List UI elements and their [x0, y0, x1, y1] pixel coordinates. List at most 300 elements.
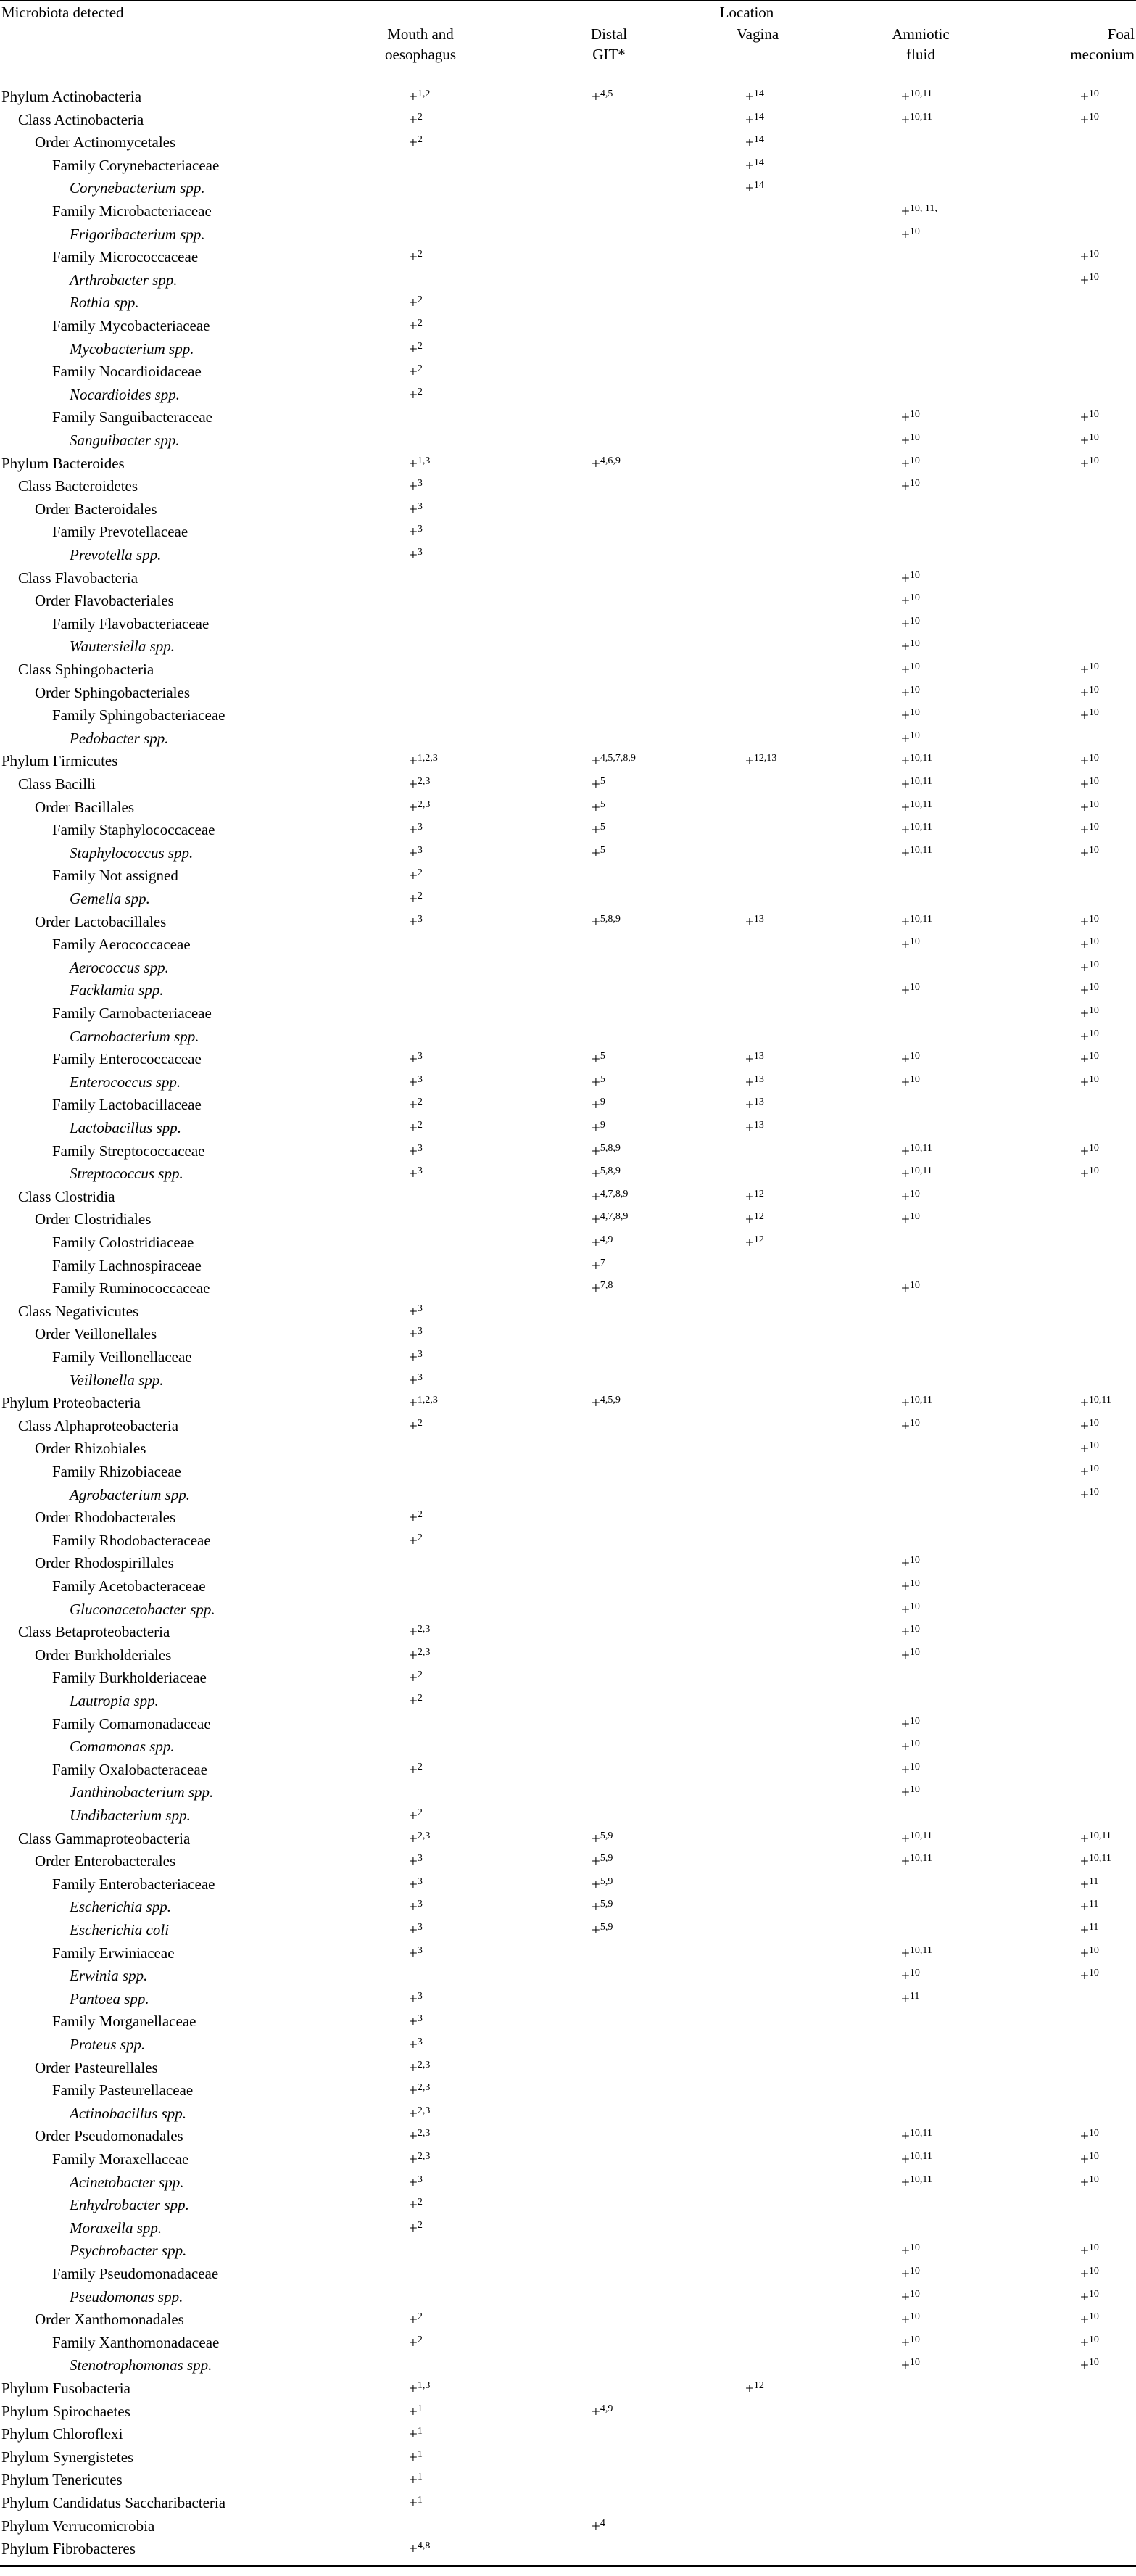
row-label: Order Bacteroidales [35, 500, 157, 518]
table-row [0, 2102, 1136, 2126]
present-mark: + [1080, 1485, 1089, 1503]
cell-meconium [1080, 1873, 1098, 1896]
reference-superscript: 3 [417, 1371, 423, 1383]
cell-mouth [409, 1942, 423, 1965]
table-row [0, 819, 1136, 842]
cell-gut [592, 1231, 613, 1255]
present-mark: + [409, 2379, 418, 2397]
present-mark: + [409, 1669, 418, 1687]
cell-meconium [1080, 86, 1099, 109]
present-mark: + [901, 2311, 910, 2329]
present-mark: + [901, 1394, 910, 1412]
present-mark: + [901, 2242, 910, 2260]
reference-superscript: 10,11 [1088, 1830, 1111, 1841]
cell-meconium [1080, 933, 1099, 957]
present-mark: + [745, 133, 754, 152]
reference-superscript: 10,11 [909, 1165, 932, 1177]
cell-mouth [409, 131, 423, 154]
present-mark: + [592, 1187, 600, 1205]
present-mark: + [745, 1119, 754, 1136]
table-row [0, 1759, 1136, 1782]
reference-superscript: 2 [417, 294, 423, 306]
present-mark: + [409, 1371, 418, 1389]
present-mark: + [1080, 752, 1089, 770]
cell-vagina [745, 1231, 764, 1255]
cell-meconium [1080, 1850, 1111, 1873]
reference-superscript: 5 [600, 1073, 605, 1085]
header-location: Location [719, 4, 774, 21]
reference-superscript: 7,8 [600, 1280, 613, 1292]
table-row [0, 1163, 1136, 1186]
table-row [0, 384, 1136, 407]
present-mark: + [592, 454, 600, 472]
cell-amniotic [901, 1644, 920, 1667]
row-label: Family Nocardioidaceae [52, 363, 202, 381]
reference-superscript: 10 [909, 1715, 920, 1727]
row-label: Family Mycobacteriaceae [52, 317, 210, 334]
present-mark: + [1080, 1165, 1089, 1183]
row-label: Stenotrophomonas spp. [70, 2356, 212, 2374]
cell-amniotic [901, 682, 920, 705]
present-mark: + [901, 1142, 910, 1160]
table-row [0, 1300, 1136, 1324]
present-mark: + [901, 88, 910, 105]
row-label: Family Enterococcaceae [52, 1050, 202, 1068]
cell-gut [592, 1140, 621, 1163]
table-row [0, 1437, 1136, 1461]
present-mark: + [409, 2311, 418, 2329]
cell-gut [592, 1186, 628, 1209]
cell-amniotic [901, 1850, 932, 1873]
present-mark: + [1080, 432, 1089, 449]
cell-mouth [409, 2125, 430, 2148]
present-mark: + [901, 798, 910, 816]
reference-superscript: 3 [417, 913, 423, 925]
cell-amniotic [901, 750, 932, 773]
present-mark: + [1080, 1394, 1089, 1412]
cell-meconium [1080, 773, 1099, 796]
table-row [0, 1255, 1136, 1278]
present-mark: + [1080, 1463, 1089, 1480]
reference-superscript: 10 [909, 936, 920, 948]
table-row [0, 1094, 1136, 1117]
present-mark: + [745, 752, 754, 770]
row-label: Actinobacillus spp. [70, 2104, 186, 2122]
row-label: Wautersiella spp. [70, 637, 175, 656]
present-mark: + [409, 2081, 418, 2100]
table-row [0, 1850, 1136, 1873]
cell-mouth [409, 819, 423, 842]
cell-amniotic [901, 2263, 920, 2286]
reference-superscript: 10 [1088, 2334, 1099, 2345]
reference-superscript: 10 [1088, 1464, 1099, 1474]
present-mark: + [409, 752, 418, 770]
reference-superscript: 5,9 [600, 1830, 613, 1841]
row-label: Family Rhodobacteraceae [52, 1531, 211, 1549]
cell-amniotic [901, 1277, 920, 1300]
cell-gut [592, 1071, 605, 1094]
present-mark: + [592, 1142, 600, 1160]
cell-gut [592, 842, 605, 865]
present-mark: + [1080, 1050, 1089, 1068]
reference-superscript: 12 [753, 1188, 764, 1200]
present-mark: + [901, 683, 910, 701]
present-mark: + [1080, 775, 1089, 793]
reference-superscript: 10,11 [909, 1395, 932, 1406]
cell-mouth [409, 453, 430, 476]
reference-superscript: 10 [1088, 1486, 1099, 1498]
present-mark: + [409, 821, 418, 839]
cell-mouth [409, 2102, 430, 2126]
table-row [0, 544, 1136, 567]
cell-vagina [745, 1094, 764, 1117]
reference-superscript: 2,3 [417, 2128, 431, 2139]
cell-amniotic [901, 429, 920, 453]
reference-superscript: 3 [417, 1326, 423, 1337]
reference-superscript: 4,9 [600, 1234, 613, 1245]
reference-superscript: 10,11 [909, 753, 932, 764]
reference-superscript: 10 [909, 2266, 920, 2276]
row-label: Rothia spp. [70, 294, 139, 312]
present-mark: + [901, 2287, 910, 2305]
cell-gut [592, 1117, 605, 1140]
reference-superscript: 10 [1088, 913, 1099, 925]
row-label: Family Pasteurellaceae [52, 2081, 194, 2100]
row-label: Family Burkholderiaceae [52, 1669, 207, 1687]
present-mark: + [1080, 1440, 1089, 1458]
table-row [0, 1346, 1136, 1369]
cell-mouth [409, 1392, 438, 1415]
present-mark: + [1080, 912, 1089, 930]
present-mark: + [592, 1234, 600, 1251]
present-mark: + [409, 1921, 418, 1939]
reference-superscript: 10 [1088, 661, 1099, 672]
present-mark: + [592, 1096, 600, 1114]
present-mark: + [901, 1623, 910, 1641]
cell-meconium [1080, 1919, 1098, 1942]
reference-superscript: 10 [1088, 936, 1099, 948]
row-label: Class Sphingobacteria [18, 661, 154, 678]
reference-superscript: 12 [753, 1234, 764, 1245]
cell-vagina [745, 86, 764, 109]
cell-vagina [745, 131, 764, 154]
cell-amniotic [901, 1621, 920, 1644]
reference-superscript: 10 [1088, 2266, 1099, 2276]
present-mark: + [409, 2196, 418, 2214]
present-mark: + [901, 1577, 910, 1595]
cell-mouth [409, 86, 430, 109]
reference-superscript: 4,5 [600, 88, 613, 99]
cell-meconium [1080, 957, 1099, 980]
cell-meconium [1080, 682, 1099, 705]
cell-amniotic [901, 109, 932, 132]
reference-superscript: 1,3 [417, 455, 431, 466]
row-label: Class Flavobacteria [18, 569, 138, 587]
row-label: Order Actinomycetales [35, 133, 176, 152]
reference-superscript: 10 [1088, 1944, 1099, 1956]
cell-meconium [1080, 2239, 1099, 2263]
present-mark: + [592, 843, 600, 862]
cell-gut [592, 911, 621, 934]
row-label: Family Micrococcaceae [52, 248, 199, 266]
row-label: Mycobacterium spp. [70, 339, 194, 358]
reference-superscript: 10 [1088, 271, 1099, 283]
reference-superscript: 5,8,9 [600, 1142, 621, 1154]
reference-superscript: 10,11 [909, 111, 932, 123]
table-row [0, 1644, 1136, 1667]
reference-superscript: 11 [1088, 1899, 1099, 1910]
reference-superscript: 2 [417, 891, 423, 901]
present-mark: + [901, 110, 910, 128]
header-col-amniotic-line2: fluid [906, 46, 935, 63]
present-mark: + [592, 1898, 600, 1916]
present-mark: + [409, 2150, 418, 2168]
cell-mouth [409, 842, 423, 865]
present-mark: + [409, 477, 418, 495]
reference-superscript: 14 [753, 157, 764, 168]
reference-superscript: 4,9 [600, 2403, 613, 2414]
cell-gut [592, 1048, 605, 1071]
table-row [0, 682, 1136, 705]
cell-amniotic [901, 1828, 932, 1851]
row-label: Carnobacterium spp. [70, 1027, 199, 1045]
cell-mouth [409, 292, 423, 315]
cell-amniotic [901, 819, 932, 842]
cell-mouth [409, 1369, 423, 1392]
reference-superscript: 2 [417, 1807, 423, 1818]
present-mark: + [901, 477, 910, 495]
row-label: Phylum Spirochaetes [1, 2402, 130, 2420]
cell-amniotic [901, 2125, 932, 2148]
reference-superscript: 2 [417, 386, 423, 397]
present-mark: + [409, 2494, 418, 2511]
reference-superscript: 10 [909, 593, 920, 604]
present-mark: + [409, 1348, 418, 1366]
cell-mouth [409, 1140, 423, 1163]
table-row [0, 2308, 1136, 2332]
reference-superscript: 10 [909, 478, 920, 490]
reference-superscript: 10 [1088, 798, 1099, 810]
row-label: Order Rhodobacterales [35, 1508, 176, 1527]
row-label: Gluconacetobacter spp. [70, 1600, 215, 1618]
present-mark: + [409, 133, 418, 152]
cell-mouth [409, 1644, 430, 1667]
reference-superscript: 10 [909, 1188, 920, 1200]
cell-amniotic [901, 1965, 920, 1988]
present-mark: + [592, 1210, 600, 1229]
cell-amniotic [901, 590, 920, 613]
present-mark: + [1080, 2311, 1089, 2329]
present-mark: + [409, 1898, 418, 1916]
present-mark: + [901, 454, 910, 472]
cell-amniotic [901, 796, 932, 820]
present-mark: + [409, 523, 418, 541]
present-mark: + [901, 1714, 910, 1733]
present-mark: + [901, 2127, 910, 2145]
present-mark: + [592, 1165, 600, 1183]
row-label: Class Negativicutes [18, 1302, 139, 1320]
cell-amniotic [901, 567, 920, 590]
reference-superscript: 10 [1088, 776, 1099, 787]
table-row [0, 613, 1136, 636]
reference-superscript: 10 [1088, 2242, 1099, 2254]
reference-superscript: 2,3 [417, 1830, 431, 1841]
reference-superscript: 1 [417, 2495, 423, 2506]
present-mark: + [592, 88, 600, 105]
reference-superscript: 2 [417, 1417, 423, 1429]
table-row [0, 131, 1136, 154]
cell-mouth [409, 773, 430, 796]
row-label: Lactobacillus spp. [70, 1119, 182, 1136]
table-row [0, 979, 1136, 1002]
row-label: Phylum Firmicutes [1, 752, 118, 770]
present-mark: + [409, 1852, 418, 1870]
reference-superscript: 10 [909, 409, 920, 421]
row-label: Phylum Actinobacteria [1, 88, 142, 105]
reference-superscript: 10 [1088, 1440, 1099, 1452]
cell-meconium [1080, 1025, 1099, 1049]
reference-superscript: 7 [600, 1257, 605, 1268]
cell-mouth [409, 1804, 423, 1828]
row-label: Family Oxalobacteraceae [52, 1760, 207, 1778]
cell-amniotic [901, 2148, 932, 2171]
reference-superscript: 12 [753, 2380, 764, 2391]
reference-superscript: 13 [753, 1097, 764, 1108]
reference-superscript: 2 [417, 2197, 423, 2208]
cell-gut [592, 453, 621, 476]
cell-mouth [409, 1919, 423, 1942]
row-label: Class Bacilli [18, 775, 96, 793]
row-label: Class Clostridia [18, 1187, 115, 1205]
row-label: Family Morganellaceae [52, 2012, 196, 2031]
reference-superscript: 10 [1088, 707, 1099, 719]
present-mark: + [409, 2173, 418, 2191]
present-mark: + [745, 1234, 754, 1251]
table-row [0, 269, 1136, 292]
reference-superscript: 2,3 [417, 776, 431, 787]
cell-meconium [1080, 2354, 1099, 2377]
cell-meconium [1080, 2125, 1099, 2148]
cell-mouth [409, 2377, 430, 2400]
table-row [0, 360, 1136, 384]
present-mark: + [409, 1646, 418, 1664]
row-label: Phylum Proteobacteria [1, 1394, 141, 1412]
present-mark: + [409, 867, 418, 885]
reference-superscript: 11 [1088, 1875, 1099, 1887]
table-row [0, 750, 1136, 773]
reference-superscript: 3 [417, 1303, 423, 1314]
table-row [0, 1690, 1136, 1713]
reference-superscript: 3 [417, 547, 423, 558]
present-mark: + [1080, 271, 1089, 289]
row-label: Lautropia spp. [70, 1692, 159, 1709]
reference-superscript: 10 [1088, 1028, 1099, 1039]
reference-superscript: 10,11 [1088, 1395, 1111, 1406]
table-row [0, 2057, 1136, 2080]
row-label: Family Lactobacillaceae [52, 1096, 202, 1114]
present-mark: + [1080, 1027, 1089, 1045]
present-mark: + [901, 408, 910, 426]
present-mark: + [901, 1944, 910, 1962]
cell-meconium [1080, 1140, 1099, 1163]
reference-superscript: 10 [909, 2311, 920, 2323]
cell-mouth [409, 2171, 423, 2195]
present-mark: + [901, 432, 910, 449]
present-mark: + [901, 752, 910, 770]
cell-mouth [409, 544, 423, 567]
present-mark: + [409, 385, 418, 403]
cell-amniotic [901, 635, 920, 659]
table-row [0, 1071, 1136, 1094]
reference-superscript: 1,3 [417, 2380, 431, 2391]
header-col-gut-line2: GIT* [592, 46, 626, 63]
reference-superscript: 1 [417, 2403, 423, 2414]
present-mark: + [901, 729, 910, 747]
present-mark: + [1080, 683, 1089, 701]
table-row [0, 1002, 1136, 1025]
table-row [0, 957, 1136, 980]
reference-superscript: 10 [909, 1073, 920, 1085]
present-mark: + [592, 1394, 600, 1412]
cell-meconium [1080, 2148, 1099, 2171]
reference-superscript: 3 [417, 1922, 423, 1933]
row-label: Escherichia spp. [70, 1898, 171, 1916]
reference-superscript: 13 [753, 913, 764, 925]
row-label: Enterococcus spp. [70, 1073, 181, 1091]
cell-mouth [409, 1323, 423, 1346]
present-mark: + [592, 1256, 600, 1274]
reference-superscript: 10 [909, 1968, 920, 1979]
reference-superscript: 10 [909, 707, 920, 719]
cell-vagina [745, 177, 764, 200]
reference-superscript: 13 [753, 1073, 764, 1085]
reference-superscript: 10 [1088, 409, 1099, 421]
cell-mouth [409, 2423, 423, 2446]
reference-superscript: 3 [417, 1853, 423, 1865]
row-label: Family Comamonadaceae [52, 1714, 211, 1733]
reference-superscript: 10,11 [909, 844, 932, 856]
header-row-label: Microbiota detected [1, 4, 124, 21]
header-col-amniotic-line1: Amniotic [892, 25, 950, 43]
cell-mouth [409, 315, 423, 338]
reference-superscript: 3 [417, 1875, 423, 1887]
row-label: Aerococcus spp. [70, 958, 169, 976]
table-row [0, 2377, 1136, 2400]
cell-mouth [409, 1988, 423, 2011]
row-label: Family Carnobacteriaceae [52, 1004, 212, 1022]
table-row [0, 2400, 1136, 2424]
present-mark: + [1080, 1073, 1089, 1091]
reference-superscript: 10 [909, 1784, 920, 1796]
cell-meconium [1080, 659, 1099, 682]
reference-superscript: 10 [909, 1601, 920, 1612]
cell-vagina [745, 154, 764, 178]
cell-amniotic [901, 2286, 920, 2309]
present-mark: + [409, 2127, 418, 2145]
cell-amniotic [901, 1759, 920, 1782]
reference-superscript: 5,8,9 [600, 913, 621, 925]
reference-superscript: 2 [417, 134, 423, 146]
table-row [0, 1781, 1136, 1804]
table-row [0, 223, 1136, 247]
row-label: Corynebacterium spp. [70, 179, 205, 197]
row-label: Agrobacterium spp. [70, 1485, 191, 1503]
cell-vagina [745, 2377, 764, 2400]
cell-gut [592, 1850, 613, 1873]
cell-mouth [409, 338, 423, 361]
reference-superscript: 10 [1088, 2128, 1099, 2139]
present-mark: + [901, 1760, 910, 1778]
